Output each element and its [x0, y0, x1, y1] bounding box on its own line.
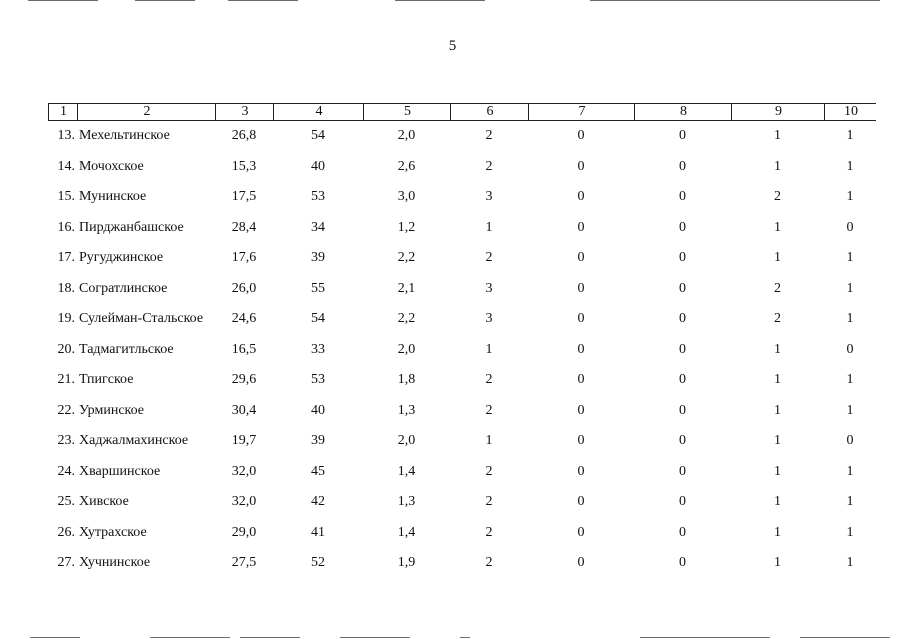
cell-c10: 1	[846, 494, 854, 509]
scan-edge-line	[340, 637, 410, 638]
cell-c8: 0	[679, 280, 686, 296]
row-number: 16.	[57, 219, 75, 235]
cell-c4: 34	[311, 219, 325, 235]
cell-c8: 0	[679, 189, 686, 204]
cell-c7: 0	[577, 524, 585, 540]
row-number: 22.	[57, 402, 75, 418]
settlement-name: Тадмагитльское	[79, 341, 174, 357]
cell-c10: 0	[846, 341, 854, 357]
cell-c7: 0	[577, 189, 585, 204]
table-row	[48, 340, 876, 360]
cell-c6: 1	[485, 433, 493, 448]
cell-c10: 1	[846, 158, 854, 174]
cell-c8: 0	[679, 463, 686, 479]
cell-c10: 1	[846, 463, 854, 479]
table-row	[48, 462, 876, 482]
cell-c7: 0	[577, 463, 585, 479]
cell-c7: 0	[577, 219, 585, 235]
cell-c9: 2	[774, 311, 781, 326]
cell-c4: 40	[311, 402, 325, 418]
cell-c4: 52	[311, 555, 325, 570]
cell-c8: 0	[679, 555, 686, 570]
cell-c9: 1	[774, 158, 781, 174]
cell-c6: 2	[485, 250, 493, 265]
header-cell-col-8: 8	[634, 104, 732, 120]
table-row	[48, 126, 876, 146]
scan-edge-line	[395, 0, 485, 1]
cell-c10: 1	[846, 128, 854, 143]
cell-c8: 0	[679, 219, 686, 235]
table-row	[48, 187, 876, 207]
cell-c6: 2	[485, 128, 493, 143]
row-number: 23.	[57, 433, 75, 448]
cell-c6: 1	[485, 341, 493, 357]
row-number: 27.	[57, 555, 75, 570]
cell-c8: 0	[679, 494, 686, 509]
scan-edge-line	[590, 0, 880, 1]
cell-c4: 53	[311, 372, 325, 387]
cell-c3: 32,0	[231, 494, 257, 509]
cell-c7: 0	[577, 433, 585, 448]
scan-edge-line	[228, 0, 298, 1]
cell-c5: 2,0	[397, 433, 416, 448]
cell-c5: 1,4	[397, 463, 416, 479]
settlement-name: Тпигское	[79, 372, 134, 387]
cell-c9: 1	[774, 463, 781, 479]
table-row	[48, 401, 876, 421]
cell-c10: 1	[846, 250, 854, 265]
settlement-name: Хутрахское	[79, 524, 147, 540]
cell-c4: 53	[311, 189, 325, 204]
cell-c6: 2	[485, 402, 493, 418]
scan-edge-line	[150, 637, 230, 638]
row-number: 20.	[57, 341, 75, 357]
cell-c9: 1	[774, 402, 781, 418]
cell-c4: 42	[311, 494, 325, 509]
table-row	[48, 248, 876, 268]
cell-c10: 1	[846, 555, 854, 570]
cell-c4: 41	[311, 524, 325, 540]
table-row	[48, 431, 876, 451]
row-number: 18.	[57, 280, 75, 296]
cell-c6: 2	[485, 463, 493, 479]
cell-c5: 2,1	[397, 280, 416, 296]
cell-c5: 1,4	[397, 524, 416, 540]
cell-c4: 33	[311, 341, 325, 357]
cell-c5: 2,0	[397, 128, 416, 143]
cell-c9: 1	[774, 372, 781, 387]
cell-c3: 16,5	[231, 341, 257, 357]
cell-c8: 0	[679, 341, 686, 357]
cell-c5: 2,2	[397, 311, 416, 326]
cell-c6: 2	[485, 555, 493, 570]
row-number: 24.	[57, 463, 75, 479]
header-cell-col-3: 3	[215, 104, 274, 120]
scan-edge-line	[460, 637, 470, 638]
settlement-name: Хаджалмахинское	[79, 433, 189, 448]
cell-c8: 0	[679, 433, 686, 448]
cell-c10: 0	[846, 433, 854, 448]
table-row	[48, 279, 876, 299]
row-number: 26.	[57, 524, 75, 540]
cell-c10: 0	[846, 219, 854, 235]
cell-c4: 45	[311, 463, 325, 479]
cell-c6: 2	[485, 158, 493, 174]
settlement-name: Мочохское	[79, 158, 144, 174]
cell-c7: 0	[577, 128, 585, 143]
header-cell-col-9: 9	[731, 104, 825, 120]
cell-c5: 1,2	[397, 219, 416, 235]
cell-c9: 2	[774, 280, 781, 296]
cell-c10: 1	[846, 280, 854, 296]
cell-c8: 0	[679, 311, 686, 326]
cell-c10: 1	[846, 189, 854, 204]
table-header-row	[48, 103, 876, 121]
scan-edge-line	[135, 0, 195, 1]
cell-c3: 29,6	[231, 372, 257, 387]
cell-c7: 0	[577, 494, 585, 509]
cell-c4: 39	[311, 250, 325, 265]
header-cell-col-5: 5	[363, 104, 451, 120]
row-number: 17.	[57, 250, 75, 265]
cell-c9: 2	[774, 189, 781, 204]
settlement-name: Мехельтинское	[79, 128, 170, 143]
cell-c8: 0	[679, 402, 686, 418]
cell-c5: 1,3	[397, 494, 416, 509]
table-row	[48, 553, 876, 573]
cell-c8: 0	[679, 372, 686, 387]
cell-c3: 32,0	[231, 463, 257, 479]
cell-c5: 1,3	[397, 402, 416, 418]
cell-c5: 3,0	[397, 189, 416, 204]
cell-c9: 1	[774, 128, 781, 143]
cell-c6: 2	[485, 372, 493, 387]
cell-c4: 40	[311, 158, 325, 174]
cell-c6: 2	[485, 494, 493, 509]
cell-c8: 0	[679, 524, 686, 540]
settlement-name: Хивское	[79, 494, 129, 509]
cell-c9: 1	[774, 341, 781, 357]
header-cell-col-4: 4	[273, 104, 364, 120]
settlement-name: Пирджанбашское	[79, 219, 184, 235]
cell-c8: 0	[679, 128, 686, 143]
table-row	[48, 370, 876, 390]
row-number: 13.	[57, 128, 75, 143]
cell-c7: 0	[577, 372, 585, 387]
scan-edge-line	[240, 637, 300, 638]
table-row	[48, 218, 876, 238]
cell-c10: 1	[846, 311, 854, 326]
settlement-name: Ругуджинское	[79, 250, 164, 265]
cell-c9: 1	[774, 494, 781, 509]
settlement-name: Согратлинское	[79, 280, 168, 296]
cell-c7: 0	[577, 158, 585, 174]
scan-edge-line	[640, 637, 770, 638]
cell-c5: 2,0	[397, 341, 416, 357]
cell-c7: 0	[577, 250, 585, 265]
cell-c4: 54	[311, 311, 325, 326]
cell-c10: 1	[846, 372, 854, 387]
row-number: 19.	[57, 311, 75, 326]
settlement-name: Сулейман-Стальское	[79, 311, 204, 326]
cell-c5: 1,9	[397, 555, 416, 570]
table-row	[48, 157, 876, 177]
cell-c6: 3	[485, 311, 493, 326]
header-cell-col-1: 1	[48, 104, 78, 120]
cell-c9: 1	[774, 555, 781, 570]
cell-c3: 24,6	[231, 311, 257, 326]
scan-edge-line	[30, 637, 80, 638]
cell-c8: 0	[679, 158, 686, 174]
row-number: 15.	[57, 189, 75, 204]
cell-c3: 17,6	[231, 250, 257, 265]
settlement-name: Хваршинское	[79, 463, 161, 479]
cell-c8: 0	[679, 250, 686, 265]
cell-c9: 1	[774, 433, 781, 448]
cell-c3: 27,5	[231, 555, 257, 570]
cell-c3: 28,4	[231, 219, 257, 235]
cell-c6: 2	[485, 524, 493, 540]
cell-c3: 19,7	[231, 433, 257, 448]
table-row	[48, 523, 876, 543]
cell-c9: 1	[774, 219, 781, 235]
cell-c9: 1	[774, 250, 781, 265]
cell-c5: 2,6	[397, 158, 416, 174]
cell-c5: 1,8	[397, 372, 416, 387]
cell-c4: 55	[311, 280, 325, 296]
cell-c7: 0	[577, 341, 585, 357]
table-row	[48, 492, 876, 512]
cell-c7: 0	[577, 402, 585, 418]
cell-c3: 26,8	[231, 128, 257, 143]
cell-c5: 2,2	[397, 250, 416, 265]
scan-edge-line	[28, 0, 98, 1]
scan-edge-line	[800, 637, 890, 638]
cell-c7: 0	[577, 555, 585, 570]
cell-c3: 30,4	[231, 402, 257, 418]
cell-c6: 3	[485, 189, 493, 204]
cell-c4: 54	[311, 128, 325, 143]
row-number: 21.	[57, 372, 75, 387]
settlement-name: Мунинское	[79, 189, 147, 204]
cell-c10: 1	[846, 524, 854, 540]
settlement-name: Хучнинское	[79, 555, 151, 570]
header-cell-col-2: 2	[77, 104, 216, 120]
table-row	[48, 309, 876, 329]
row-number: 25.	[57, 494, 75, 509]
cell-c4: 39	[311, 433, 325, 448]
cell-c3: 26,0	[231, 280, 257, 296]
cell-c10: 1	[846, 402, 854, 418]
row-number: 14.	[57, 158, 75, 174]
cell-c9: 1	[774, 524, 781, 540]
header-cell-col-7: 7	[528, 104, 635, 120]
cell-c7: 0	[577, 280, 585, 296]
cell-c3: 17,5	[231, 189, 257, 204]
page-number: 5	[448, 38, 457, 54]
cell-c3: 29,0	[231, 524, 257, 540]
cell-c3: 15,3	[231, 158, 257, 174]
header-cell-col-10: 10	[824, 104, 877, 120]
cell-c6: 3	[485, 280, 493, 296]
settlement-name: Урминское	[79, 402, 145, 418]
cell-c6: 1	[485, 219, 493, 235]
cell-c7: 0	[577, 311, 585, 326]
header-cell-col-6: 6	[450, 104, 529, 120]
